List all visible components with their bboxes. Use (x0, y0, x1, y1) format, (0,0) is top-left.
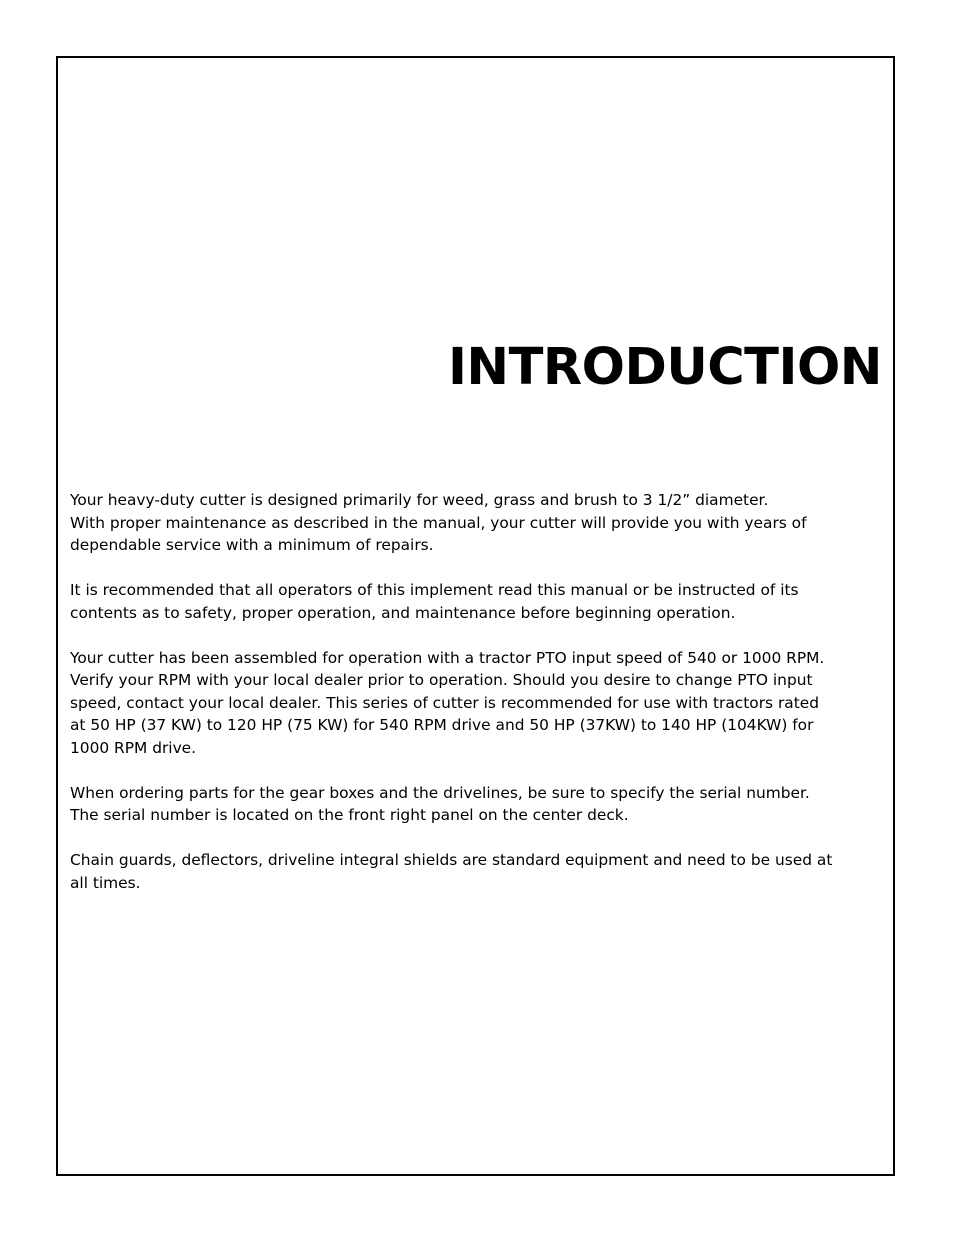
text-line: Chain guards, deflectors, driveline integral shields are standard equipment and need to be used at (70, 851, 833, 869)
paragraph-intro (70, 489, 882, 557)
text-line: Verify your RPM with your local dealer prior to operation. Should you desire to change PTO input (70, 671, 813, 689)
paragraph-safety-equipment (70, 849, 882, 894)
paragraph-ordering-parts (70, 782, 882, 827)
text-line: contents as to safety, proper operation, and maintenance before beginning operation. (70, 603, 736, 622)
text-line: dependable service with a minimum of repairs. (70, 536, 434, 554)
page-title: INTRODUCTION (447, 338, 882, 397)
text-line: speed, contact your local dealer. This series of cutter is recommended for use with tractors rated (70, 693, 819, 712)
text-line: Your cutter has been assembled for operation with a tractor PTO input speed of 540 or 1000 RPM. (70, 648, 825, 667)
text-line: The serial number is located on the front right panel on the center deck. (70, 806, 629, 824)
text-line: When ordering parts for the gear boxes and the drivelines, be sure to specify the serial number. (70, 783, 810, 802)
text-line: It is recommended that all operators of this implement read this manual or be instructed of its (70, 581, 799, 599)
text-line: at 50 HP (37 KW) to 120 HP (75 KW) for 540 RPM drive and 50 HP (37KW) to 140 HP (104KW) for (70, 716, 814, 734)
text-line: 1000 RPM drive. (70, 738, 197, 757)
paragraph-pto-speed (70, 647, 882, 760)
body-text (70, 489, 882, 917)
paragraph-operators (70, 579, 882, 624)
text-line: Your heavy-duty cutter is designed primarily for weed, grass and brush to 3 1/2” diameter. (70, 491, 769, 509)
text-line: With proper maintenance as described in the manual, your cutter will provide you with years of (70, 513, 807, 532)
text-line: all times. (70, 873, 141, 892)
